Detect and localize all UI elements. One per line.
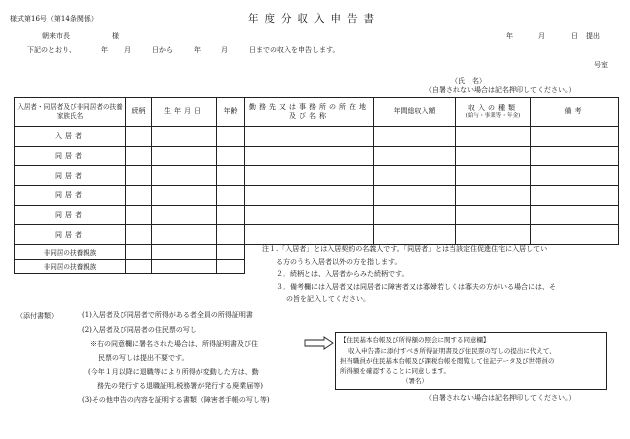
- cell[interactable]: [217, 205, 245, 225]
- header-annual-income: 年間総収入額: [374, 98, 456, 127]
- cell[interactable]: [152, 127, 217, 147]
- header-remarks: 備考: [531, 98, 619, 127]
- room-number: 号室: [594, 61, 608, 69]
- cell[interactable]: [531, 127, 619, 147]
- date-year: 年: [506, 32, 513, 40]
- cell[interactable]: [245, 186, 374, 206]
- cell[interactable]: [126, 245, 152, 260]
- attachment-item: (1)入居者及び同居者で所得がある者全員の所得証明書: [82, 311, 253, 319]
- intro-month-1: 月: [124, 46, 131, 54]
- table-row: [15, 127, 619, 147]
- cell[interactable]: [152, 166, 217, 186]
- note-line: る方のうち入居者以外の方を指します。: [276, 257, 402, 266]
- table-row: [15, 166, 619, 186]
- table-header-row: [15, 98, 619, 127]
- row-label: 同居者: [15, 166, 126, 186]
- header-age: 年齢: [217, 98, 245, 127]
- row-label: 非同居の扶養親族: [15, 245, 126, 260]
- income-type-label: 収入の種類: [468, 103, 518, 112]
- table-row: [15, 225, 619, 245]
- cell[interactable]: [217, 186, 245, 206]
- cell[interactable]: [531, 166, 619, 186]
- cell[interactable]: [152, 186, 217, 206]
- consent-body-line: 所得額を確認することに同意します。: [340, 367, 450, 375]
- notes-block: [262, 245, 556, 308]
- table-row: [15, 186, 619, 206]
- arrow-right-icon: [304, 336, 334, 350]
- addressee-mayor: 朝来市長: [42, 32, 70, 40]
- intro-text-2: 日までの収入を申告します。: [249, 46, 340, 54]
- date-submit: 提出: [586, 32, 600, 40]
- intro-text-1: 下記のとおり、: [27, 46, 76, 54]
- cell[interactable]: [126, 259, 152, 274]
- cell[interactable]: [374, 225, 456, 245]
- cell[interactable]: [126, 205, 152, 225]
- cell[interactable]: [374, 146, 456, 166]
- consent-body-line: 担当職員が住民基本台帳及び課税台帳を閲覧して住記データ及び世帯員の: [340, 357, 555, 365]
- cell[interactable]: [245, 166, 374, 186]
- header-workplace: 勤務先又は事務所の所在地及び名称: [245, 98, 374, 127]
- cell[interactable]: [126, 146, 152, 166]
- row-label: 同居者: [15, 186, 126, 206]
- cell[interactable]: [456, 186, 531, 206]
- intro-month-2: 月: [221, 46, 228, 54]
- attachments-label: （添付書類）: [16, 312, 58, 320]
- header-income-type: [456, 98, 531, 127]
- income-type-sub: (給与・事業等・年金): [465, 112, 521, 119]
- date-day: 日: [571, 32, 578, 40]
- cell[interactable]: [531, 225, 619, 245]
- cell[interactable]: [152, 259, 217, 274]
- header-birthdate: 生年月日: [152, 98, 217, 127]
- table-row: [15, 205, 619, 225]
- cell[interactable]: [531, 186, 619, 206]
- cell[interactable]: [126, 166, 152, 186]
- cell[interactable]: [217, 166, 245, 186]
- cell[interactable]: [126, 127, 152, 147]
- cell[interactable]: [245, 146, 374, 166]
- cell[interactable]: [531, 205, 619, 225]
- attachment-item: (今年１月以降に退職等により所得が変動した方は、勤: [88, 368, 259, 376]
- cell[interactable]: [374, 127, 456, 147]
- row-label: 入居者: [15, 127, 126, 147]
- cell[interactable]: [456, 166, 531, 186]
- consent-body-line: 収入申告書に添付すべき所得証明書及び住民票の写しの提出に代えて、: [348, 347, 556, 355]
- cell[interactable]: [152, 225, 217, 245]
- cell[interactable]: [217, 146, 245, 166]
- attachment-item: (2)入居者及び同居者の住民票の写し: [82, 326, 197, 334]
- sign-note-top: （自署されない場合は記名押印してください。）: [425, 86, 576, 94]
- attachment-item: ※右の同意欄に署名された場合は、所得証明書及び住: [90, 340, 258, 348]
- intro-year-2: 年: [194, 46, 201, 54]
- note-line: ２．続柄とは、入居者からみた続柄です。: [276, 270, 409, 279]
- row-label: 同居者: [15, 205, 126, 225]
- row-label: 同居者: [15, 225, 126, 245]
- cell[interactable]: [456, 225, 531, 245]
- cell[interactable]: [152, 245, 217, 260]
- header-relation: 続柄: [126, 98, 152, 127]
- form-number: 様式第16号（第14条関係）: [10, 15, 98, 23]
- note-line: 注１.「入居者」とは入居契約の名義人です。「同居者」とは当該定住促進住宅に入居してい: [262, 245, 548, 253]
- cell[interactable]: [217, 127, 245, 147]
- cell[interactable]: [217, 259, 245, 274]
- addressee-sama: 様: [112, 32, 119, 40]
- cell[interactable]: [456, 146, 531, 166]
- cell[interactable]: [217, 225, 245, 245]
- cell[interactable]: [456, 205, 531, 225]
- date-month: 月: [538, 32, 545, 40]
- cell[interactable]: [152, 146, 217, 166]
- cell[interactable]: [374, 166, 456, 186]
- note-line: の旨を記入してください。: [286, 295, 370, 304]
- attachment-item: 民票の写しは提出不要です。: [98, 354, 189, 362]
- intro-day-from: 日から: [152, 46, 173, 54]
- cell[interactable]: [531, 146, 619, 166]
- cell[interactable]: [374, 205, 456, 225]
- cell[interactable]: [374, 186, 456, 206]
- page-title: 年度分収入申告書: [248, 13, 380, 25]
- cell[interactable]: [245, 127, 374, 147]
- cell[interactable]: [245, 205, 374, 225]
- cell[interactable]: [217, 245, 245, 260]
- cell[interactable]: [126, 225, 152, 245]
- cell[interactable]: [152, 205, 217, 225]
- consent-sign-label: （署名）: [402, 377, 428, 385]
- row-label: 非同居の扶養親族: [15, 259, 126, 274]
- note-line: ３．備考欄には入居者又は同居者に障害者又は寡婦若しくは寡夫の方がいる場合には、そ: [276, 282, 556, 291]
- attachment-item: 務先の発行する退職証明,税務署が発行する廃業届等): [97, 382, 263, 390]
- cell[interactable]: [126, 186, 152, 206]
- attachment-item: (3)その他申告の内容を証明する書類（障害者手帳の写し等): [82, 396, 270, 404]
- consent-box: [335, 332, 607, 390]
- row-label: 同居者: [15, 146, 126, 166]
- intro-year-1: 年: [101, 46, 108, 54]
- cell[interactable]: [245, 225, 374, 245]
- consent-heading: 【住民基本台帳及び所得額の照会に関する同意欄】: [340, 336, 490, 344]
- sign-note-bottom: （自署されない場合は記名押印してください。）: [425, 394, 576, 402]
- cell[interactable]: [456, 127, 531, 147]
- name-label: （氏 名）: [451, 77, 486, 85]
- table-row: [15, 146, 619, 166]
- header-name: 入居者・同居者及び非同居者の扶養家族氏名: [15, 98, 126, 127]
